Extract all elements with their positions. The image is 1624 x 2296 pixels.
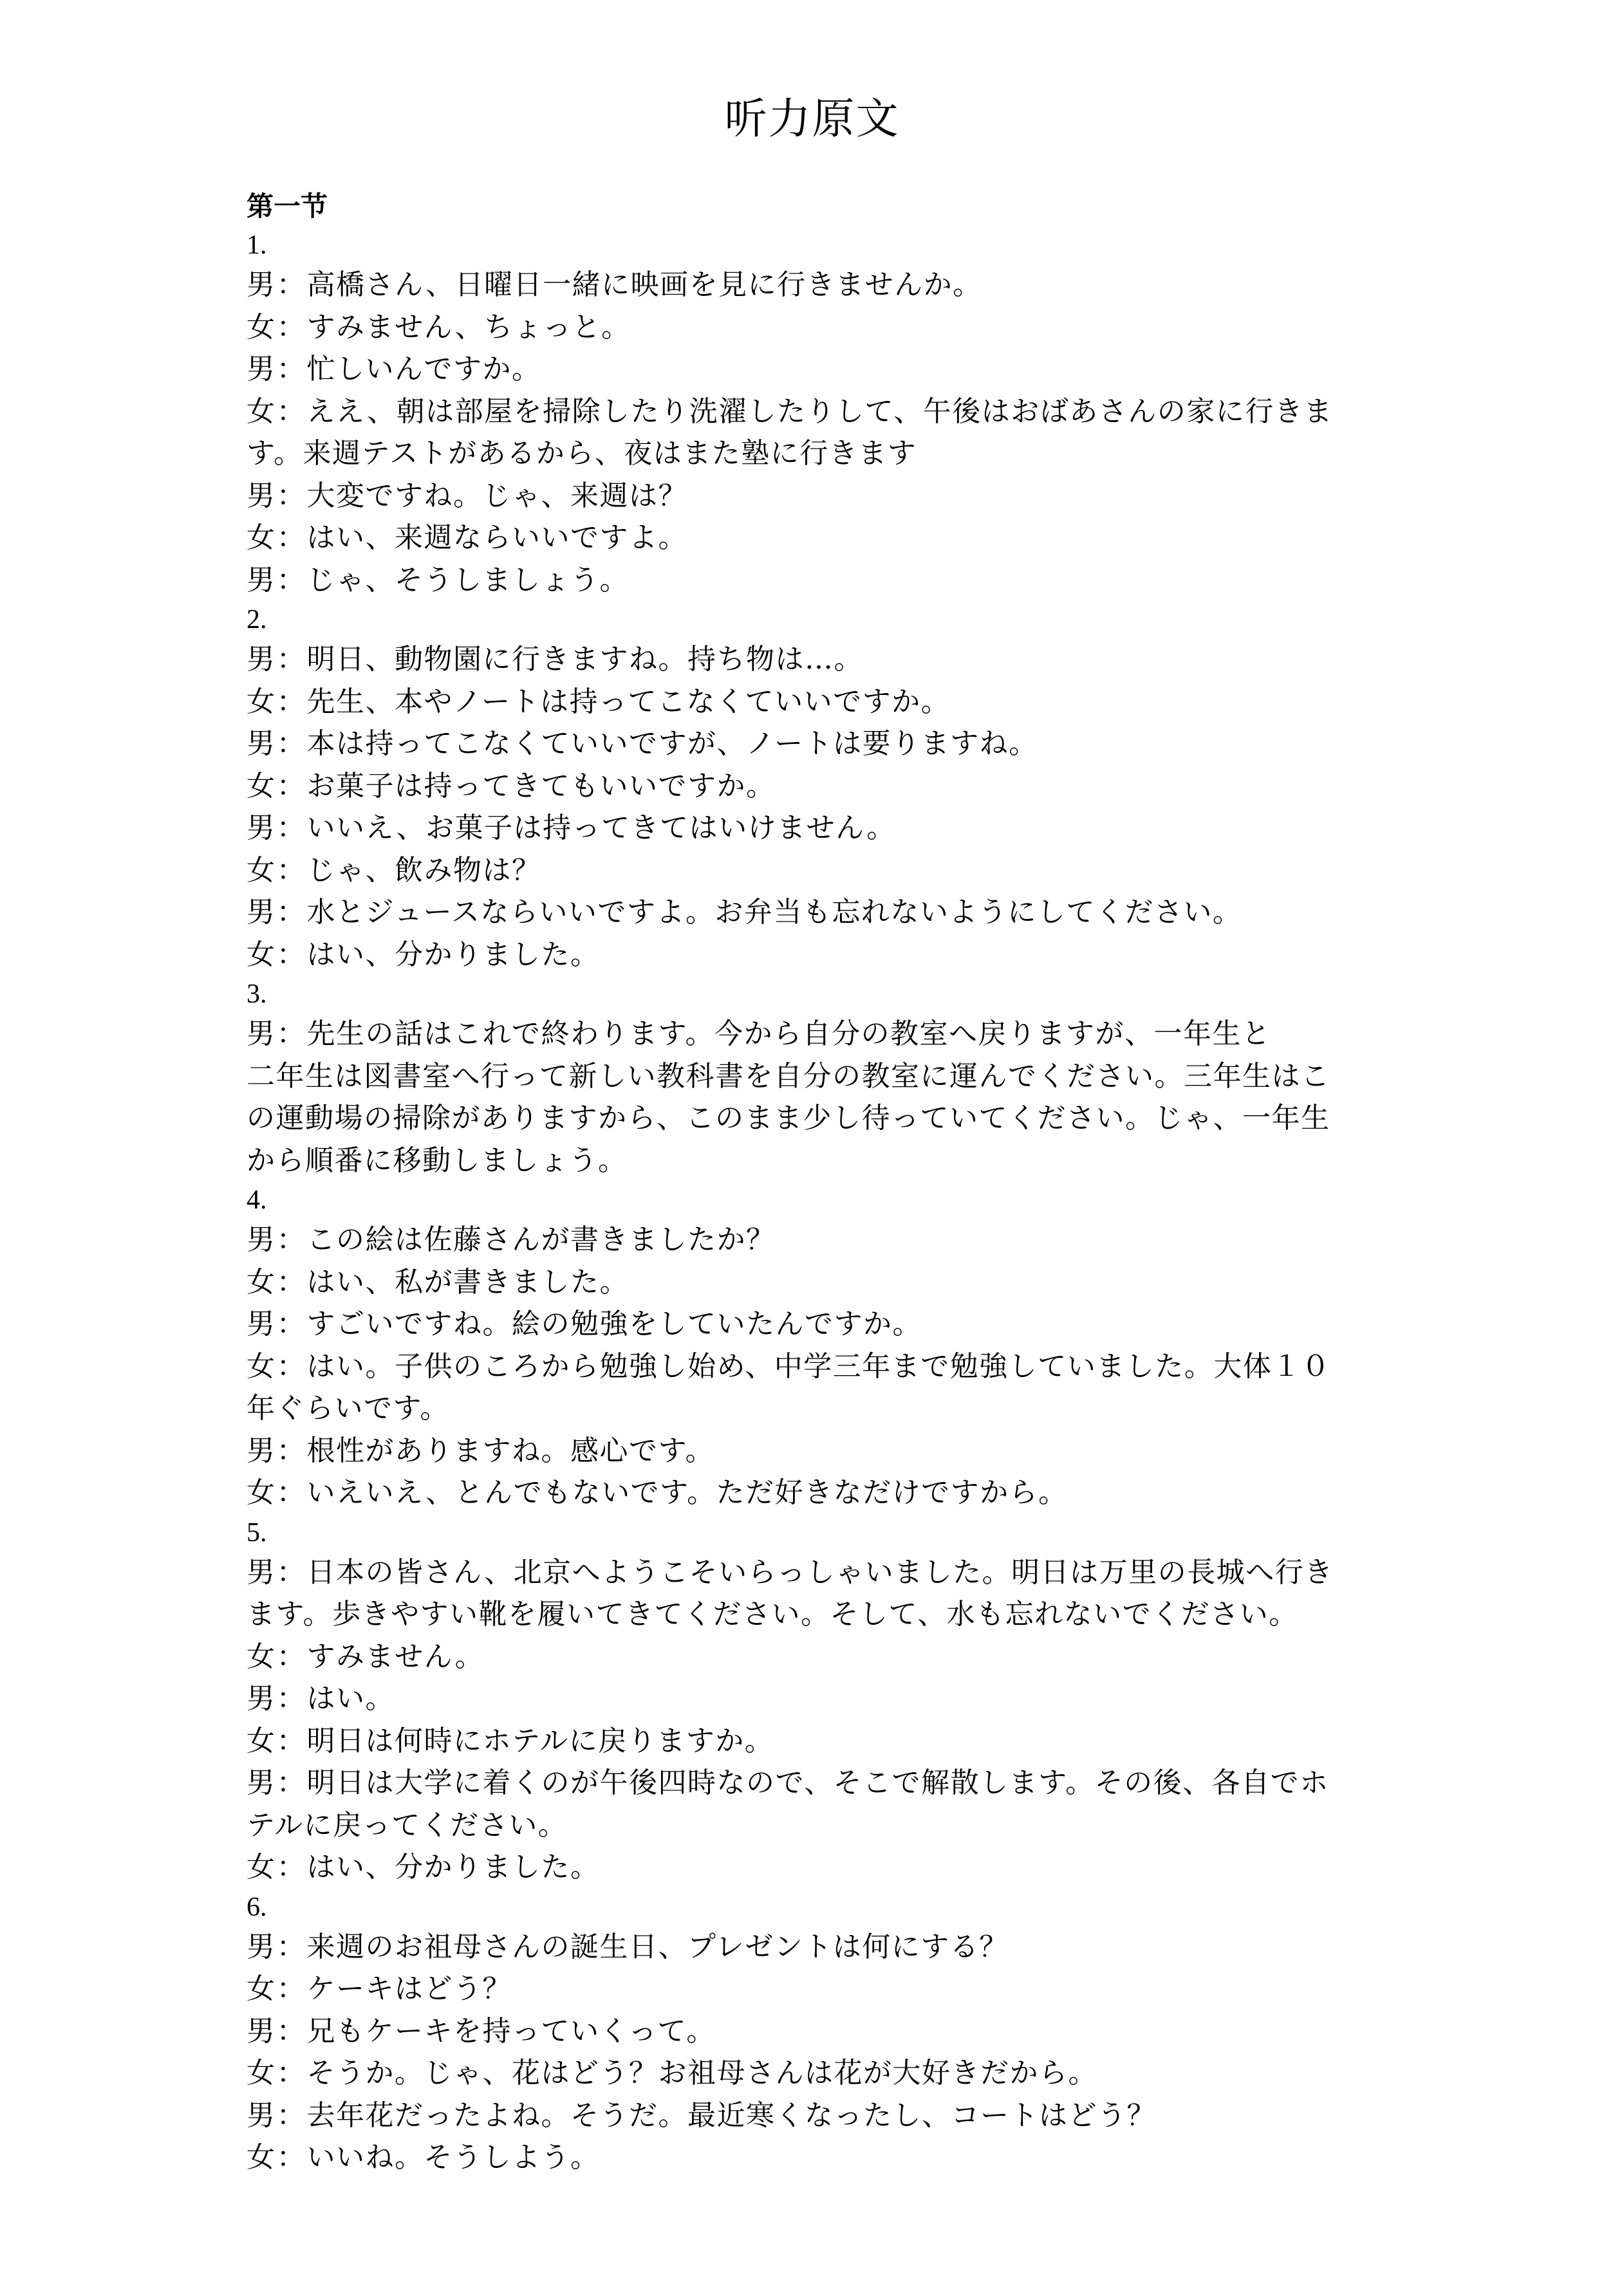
- dialogue-text: いえいえ、とんでもないです。ただ好きなだけですから。: [306, 1476, 1068, 1509]
- dialogue-text: テルに戻ってください。: [247, 1808, 568, 1842]
- dialogue-line: [247, 1387, 1367, 1430]
- dialogue-line: [247, 1678, 1367, 1720]
- dialogue-text: お菓子は持ってきてもいいですか。: [306, 769, 776, 802]
- dialogue-text: 忙しいんですか。: [306, 353, 541, 385]
- speaker-label: 女: [247, 1265, 276, 1299]
- speaker-colon: ：: [276, 521, 306, 554]
- speaker-colon: ：: [276, 1434, 306, 1467]
- speaker-colon: ：: [276, 853, 306, 887]
- item-number: 1.: [247, 230, 267, 260]
- dialogue-text: ケーキはどう？: [306, 1972, 512, 2005]
- dialogue-line: [247, 1055, 1367, 1098]
- item-number: 6.: [247, 1892, 267, 1922]
- dialogue-line: [247, 517, 1367, 559]
- dialogue-item: [247, 1889, 1367, 2179]
- speaker-label: 女: [247, 1476, 276, 1509]
- dialogue-line: [247, 1303, 1367, 1346]
- dialogue-text: ます。歩きやすい靴を履いてきてください。そして、水も忘れないでください。: [247, 1598, 1298, 1631]
- speaker-colon: ：: [276, 2014, 306, 2048]
- dialogue-line: [247, 1472, 1367, 1514]
- dialogue-line: [247, 1968, 1367, 2010]
- dialogue-text: 明日は大学に着くのが午後四時なので、そこで解散します。その後、各自でホ: [306, 1766, 1329, 1799]
- speaker-colon: ：: [276, 563, 306, 597]
- speaker-label: 女: [247, 2141, 276, 2174]
- dialogue-text: すごいですね。絵の勉強をしていたんですか。: [306, 1308, 922, 1340]
- speaker-label: 男: [247, 1434, 276, 1467]
- speaker-label: 女: [247, 938, 276, 971]
- speaker-colon: ：: [276, 268, 306, 301]
- speaker-label: 男: [247, 563, 276, 597]
- speaker-colon: ：: [276, 1724, 306, 1757]
- dialogue-line: [247, 765, 1367, 808]
- speaker-colon: ：: [276, 1349, 306, 1383]
- speaker-colon: ：: [276, 1223, 306, 1256]
- dialogue-line: [247, 391, 1367, 433]
- dialogue-line: [247, 1551, 1367, 1594]
- speaker-label: 女: [247, 2057, 276, 2089]
- speaker-colon: ：: [276, 896, 306, 929]
- speaker-colon: ：: [276, 394, 306, 428]
- speaker-label: 男: [247, 727, 276, 760]
- speaker-label: 男: [247, 1766, 276, 1799]
- dialogue-text: 去年花だったよね。そうだ。最近寒くなったし、コートはどう？: [306, 2098, 1156, 2132]
- dialogue-line: [247, 849, 1367, 892]
- speaker-label: 女: [247, 685, 276, 718]
- dialogue-item: [247, 1181, 1367, 1514]
- speaker-colon: ：: [276, 1851, 306, 1884]
- dialogue-item: [247, 1514, 1367, 1889]
- speaker-colon: ：: [276, 643, 306, 676]
- dialogue-line: [247, 1013, 1367, 1055]
- dialogue-line: [247, 1636, 1367, 1678]
- speaker-label: 男: [247, 353, 276, 385]
- speaker-colon: ：: [276, 353, 306, 385]
- dialogue-line: [247, 2095, 1367, 2137]
- speaker-label: 女: [247, 521, 276, 554]
- dialogue-text: 二年生は図書室へ行って新しい教科書を自分の教室に運んでください。三年生はこ: [247, 1059, 1330, 1093]
- dialogue-item: [247, 601, 1367, 976]
- speaker-label: 男: [247, 2098, 276, 2132]
- speaker-label: 男: [247, 1555, 276, 1589]
- dialogue-text: 来週のお祖母さんの誕生日、プレゼントは何にする？: [306, 1930, 1009, 1963]
- document-body: [247, 187, 1367, 2179]
- dialogue-text: の運動場の掃除がありますから、このまま少し待っていてください。じゃ、一年生: [247, 1102, 1330, 1134]
- speaker-colon: ：: [276, 1017, 306, 1050]
- dialogue-line: [247, 1097, 1367, 1140]
- dialogue-text: 年ぐらいです。: [247, 1392, 449, 1425]
- dialogue-line: [247, 1346, 1367, 1388]
- page-title: 听力原文: [724, 94, 900, 144]
- dialogue-line: [247, 432, 1367, 475]
- dialogue-text: 兄もケーキを持っていくって。: [306, 2014, 716, 2048]
- speaker-label: 女: [247, 1349, 276, 1383]
- listening-items: [247, 227, 1367, 2179]
- dialogue-text: 明日は何時にホテルに戻りますか。: [306, 1724, 774, 1757]
- speaker-label: 男: [247, 896, 276, 929]
- dialogue-line: [247, 1846, 1367, 1889]
- speaker-colon: ：: [276, 1476, 306, 1509]
- dialogue-text: いいね。そうしよう。: [306, 2141, 600, 2174]
- dialogue-line: [247, 475, 1367, 517]
- dialogue-line: [247, 2010, 1367, 2053]
- speaker-colon: ：: [276, 685, 306, 718]
- item-number: 2.: [247, 605, 267, 634]
- speaker-label: 男: [247, 643, 276, 676]
- speaker-colon: ：: [276, 769, 306, 802]
- dialogue-text: ええ、朝は部屋を掃除したり洗濯したりして、午後はおばあさんの家に行きま: [306, 394, 1333, 428]
- dialogue-line: [247, 1926, 1367, 1968]
- item-number: 4.: [247, 1185, 267, 1215]
- dialogue-text: 明日、動物園に行きますね。持ち物は…。: [306, 643, 863, 676]
- dialogue-text: はい、分かりました。: [306, 1851, 600, 1884]
- speaker-label: 女: [247, 394, 276, 428]
- dialogue-line: [247, 348, 1367, 391]
- dialogue-line: [247, 1804, 1367, 1847]
- speaker-label: 女: [247, 1640, 276, 1673]
- dialogue-text: 先生、本やノートは持ってこなくていいですか。: [306, 685, 951, 718]
- speaker-colon: ：: [276, 811, 306, 844]
- dialogue-line: [247, 2136, 1367, 2179]
- speaker-label: 女: [247, 1972, 276, 2005]
- speaker-colon: ：: [276, 479, 306, 512]
- speaker-label: 男: [247, 479, 276, 512]
- dialogue-text: はい、来週ならいいですよ。: [306, 521, 687, 554]
- dialogue-text: はい、分かりました。: [306, 938, 600, 971]
- dialogue-text: 大変ですね。じゃ、来週は？: [306, 479, 687, 512]
- speaker-colon: ：: [276, 1265, 306, 1299]
- dialogue-text: す。来週テストがあるから、夜はまた塾に行きます: [247, 437, 917, 470]
- item-number: 3.: [247, 979, 267, 1009]
- speaker-label: 女: [247, 310, 276, 344]
- dialogue-line: [247, 638, 1367, 681]
- dialogue-line: [247, 934, 1367, 976]
- speaker-label: 男: [247, 1308, 276, 1340]
- speaker-colon: ：: [276, 2141, 306, 2174]
- dialogue-text: はい。: [306, 1682, 395, 1715]
- dialogue-item: [247, 227, 1367, 601]
- speaker-colon: ：: [276, 1930, 306, 1963]
- dialogue-line: [247, 1219, 1367, 1261]
- dialogue-text: はい。子供のころから勉強し始め、中学三年まで勉強していました。大体１０: [306, 1349, 1331, 1383]
- speaker-label: 男: [247, 811, 276, 844]
- dialogue-line: [247, 807, 1367, 849]
- speaker-label: 男: [247, 1930, 276, 1963]
- speaker-colon: ：: [276, 938, 306, 971]
- speaker-label: 男: [247, 1223, 276, 1256]
- dialogue-text: すみません。: [306, 1640, 485, 1673]
- dialogue-line: [247, 891, 1367, 934]
- dialogue-text: 水とジュースならいいですよ。お弁当も忘れないようにしてください。: [306, 896, 1242, 929]
- speaker-colon: ：: [276, 1766, 306, 1799]
- speaker-colon: ：: [276, 2057, 306, 2089]
- speaker-colon: ：: [276, 1682, 306, 1715]
- dialogue-text: この絵は佐藤さんが書きましたか？: [306, 1223, 776, 1256]
- speaker-colon: ：: [276, 727, 306, 760]
- item-number: 5.: [247, 1517, 267, 1548]
- speaker-colon: ：: [276, 1555, 306, 1589]
- speaker-colon: ：: [276, 310, 306, 344]
- dialogue-line: [247, 681, 1367, 723]
- dialogue-line: [247, 1720, 1367, 1763]
- dialogue-text: 高橋さん、日曜日一緒に映画を見に行きませんか。: [306, 268, 982, 301]
- dialogue-text: じゃ、そうしましょう。: [306, 563, 629, 597]
- dialogue-text: はい、私が書きました。: [306, 1265, 629, 1299]
- dialogue-line: [247, 1261, 1367, 1304]
- dialogue-line: [247, 1762, 1367, 1804]
- dialogue-line: [247, 1593, 1367, 1636]
- dialogue-text: 本は持ってこなくていいですが、ノートは要りますね。: [306, 727, 1038, 760]
- dialogue-line: [247, 559, 1367, 602]
- speaker-label: 男: [247, 268, 276, 301]
- speaker-label: 女: [247, 1851, 276, 1884]
- dialogue-line: [247, 2052, 1367, 2095]
- speaker-label: 女: [247, 853, 276, 887]
- dialogue-line: [247, 1430, 1367, 1472]
- dialogue-line: [247, 723, 1367, 765]
- dialogue-text: じゃ、飲み物は？: [306, 853, 541, 887]
- dialogue-text: 根性がありますね。感心です。: [306, 1434, 714, 1467]
- speaker-colon: ：: [276, 1640, 306, 1673]
- dialogue-line: [247, 306, 1367, 349]
- dialogue-text: 先生の話はこれで終わります。今から自分の教室へ戻りますが、一年生と: [306, 1017, 1271, 1050]
- dialogue-line: [247, 1140, 1367, 1182]
- speaker-label: 男: [247, 1017, 276, 1050]
- speaker-label: 女: [247, 1724, 276, 1757]
- dialogue-text: そうか。じゃ、花はどう？お祖母さんは花が大好きだから。: [306, 2057, 1097, 2089]
- dialogue-text: すみません、ちょっと。: [306, 310, 631, 344]
- speaker-label: 男: [247, 2014, 276, 2048]
- speaker-colon: ：: [276, 1308, 306, 1340]
- dialogue-text: 日本の皆さん、北京へようこそいらっしゃいました。明日は万里の長城へ行き: [306, 1555, 1334, 1589]
- dialogue-text: いいえ、お菓子は持ってきてはいけません。: [306, 811, 896, 844]
- speaker-label: 女: [247, 769, 276, 802]
- speaker-label: 男: [247, 1682, 276, 1715]
- dialogue-item: [247, 976, 1367, 1181]
- speaker-colon: ：: [276, 1972, 306, 2005]
- speaker-colon: ：: [276, 2098, 306, 2132]
- section-heading: 第一节: [247, 190, 328, 222]
- dialogue-line: [247, 264, 1367, 306]
- dialogue-text: から順番に移動しましょう。: [247, 1143, 628, 1177]
